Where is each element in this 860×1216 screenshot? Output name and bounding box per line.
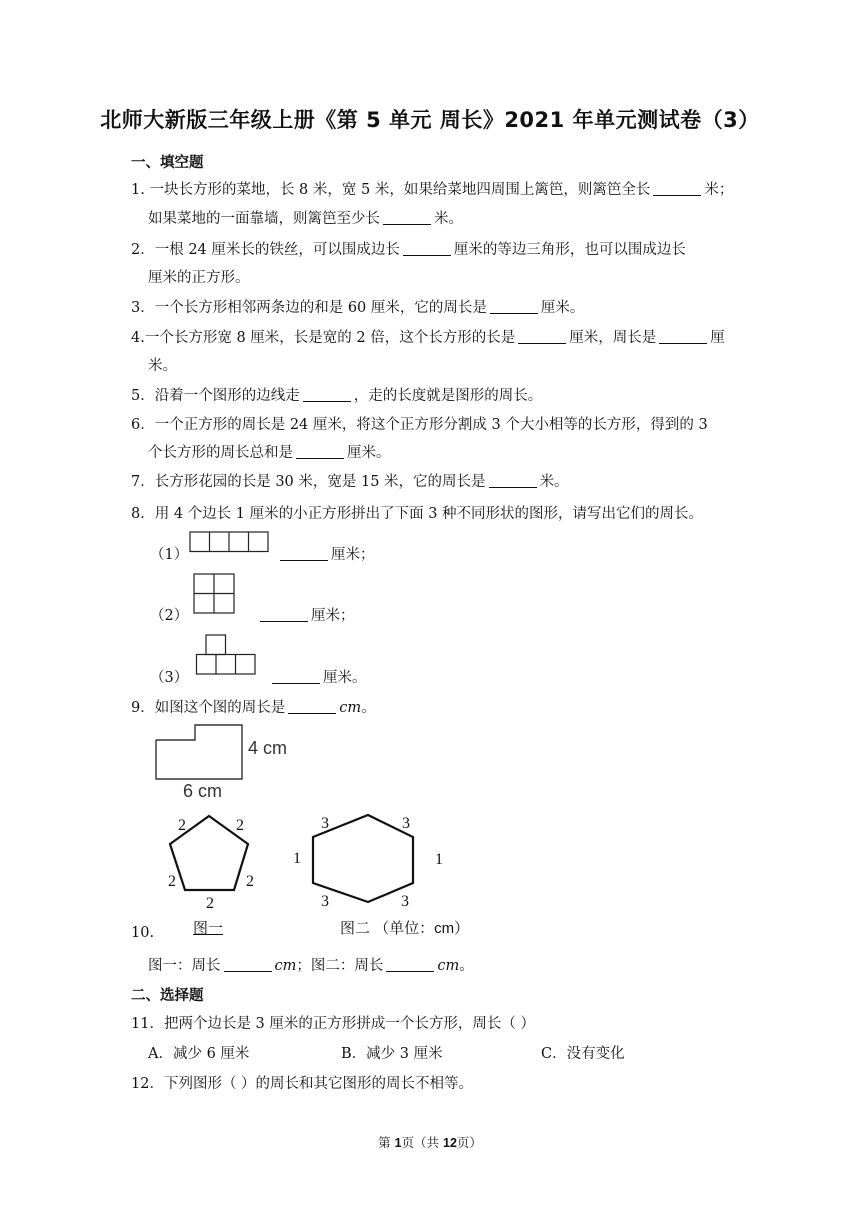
- q11-option-c[interactable]: C．没有变化: [541, 1046, 625, 1062]
- section-heading-fill: 一、填空题: [131, 155, 204, 171]
- pentagon-side-label: 2: [168, 873, 176, 890]
- hexagon-side-label: 3: [321, 815, 329, 832]
- question-2-line-1: 2．一根 24 厘米长的铁丝，可以围成边长 厘米的等边三角形，也可以围成边长: [131, 242, 686, 258]
- answer-blank[interactable]: [260, 607, 308, 622]
- page-title: 北师大新版三年级上册《第 5 单元 周长》2021 年单元测试卷（3）: [100, 108, 760, 132]
- figure-width-label: 6 cm: [183, 781, 223, 801]
- pentagon-side-label: 2: [178, 817, 186, 834]
- question-2-line-2: 厘米的正方形。: [148, 270, 250, 286]
- question-8: 8．用 4 个边长 1 厘米的小正方形拼出了下面 3 种不同形状的图形，请写出它们的周长。: [131, 506, 704, 522]
- section-heading-choice: 二、选择题: [131, 988, 204, 1004]
- hexagon-side-label: 3: [402, 815, 410, 832]
- answer-blank[interactable]: [653, 181, 701, 196]
- q11-option-b[interactable]: B．减少 3 厘米: [341, 1046, 443, 1062]
- hexagon-side-label: 1: [293, 850, 301, 867]
- question-6-line-2: 个长方形的周长总和是 厘米。: [148, 445, 391, 461]
- question-1-line-2: 如果菜地的一面靠墙，则篱笆至少长 米。: [148, 211, 463, 227]
- question-11: 11．把两个边长是 3 厘米的正方形拼成一个长方形，周长（ ）: [131, 1016, 536, 1032]
- q8-part-3-label: （3）: [150, 670, 189, 686]
- pentagon-figure: [160, 808, 280, 910]
- figure-1-caption: 图一: [193, 920, 224, 937]
- question-1-line-1: 1. 一块长方形的菜地，长 8 米，宽 5 米，如果给菜地四周围上篱笆，则篱笆全长 米；: [131, 182, 734, 198]
- stepped-shape-figure: [150, 722, 300, 804]
- answer-blank[interactable]: [280, 546, 328, 561]
- hexagon-side-label: 1: [435, 851, 443, 868]
- hexagon-side-label: 3: [401, 893, 409, 910]
- question-12: 12．下列图形（ ）的周长和其它图形的周长不相等。: [131, 1076, 474, 1092]
- pentagon-side-label: 2: [206, 895, 214, 910]
- answer-blank[interactable]: [383, 210, 431, 225]
- answer-blank[interactable]: [490, 299, 538, 314]
- q8-part-1-label: （1）: [150, 547, 189, 563]
- answer-blank[interactable]: [272, 669, 320, 684]
- answer-blank[interactable]: [303, 387, 351, 402]
- question-10-number: 10.: [131, 925, 155, 941]
- q8-part-1-answer: 厘米；: [277, 543, 375, 564]
- t-shape-square-figure: [195, 634, 257, 676]
- four-squares-row-figure: [189, 531, 271, 553]
- q8-part-2-answer: 厘米；: [257, 604, 355, 625]
- answer-blank[interactable]: [518, 329, 566, 344]
- q11-option-a[interactable]: A．减少 6 厘米: [148, 1046, 250, 1062]
- hexagon-figure: [285, 808, 455, 910]
- answer-blank[interactable]: [659, 329, 707, 344]
- hexagon-side-label: 3: [321, 893, 329, 910]
- answer-blank[interactable]: [224, 957, 272, 972]
- q8-part-3-answer: 厘米。: [269, 666, 367, 687]
- figure-2-caption: 图二 （单位：cm）: [340, 920, 470, 937]
- question-4-line-1: 4.一个长方形宽 8 厘米，长是宽的 2 倍，这个长方形的长是 厘米，周长是 厘: [131, 330, 725, 346]
- answer-blank[interactable]: [403, 241, 451, 256]
- q8-part-2-label: （2）: [150, 608, 189, 624]
- question-10-answer-line: 图一：周长 cm；图二：周长 cm。: [148, 958, 474, 974]
- pentagon-side-label: 2: [236, 817, 244, 834]
- question-9: 9．如图这个图的周长是 cm。: [131, 700, 376, 716]
- question-5: 5．沿着一个图形的边线走 ，走的长度就是图形的周长。: [131, 388, 543, 404]
- question-4-line-2: 米。: [148, 358, 177, 374]
- question-7: 7．长方形花园的长是 30 米，宽是 15 米，它的周长是 米。: [131, 474, 569, 490]
- answer-blank[interactable]: [288, 699, 336, 714]
- page-footer: 第 1页（共 12页）: [378, 1135, 482, 1150]
- question-6-line-1: 6．一个正方形的周长是 24 厘米，将这个正方形分割成 3 个大小相等的长方形，得到的 3: [131, 417, 708, 433]
- two-by-two-square-figure: [193, 573, 236, 615]
- answer-blank[interactable]: [296, 444, 344, 459]
- answer-blank[interactable]: [489, 473, 537, 488]
- answer-blank[interactable]: [386, 957, 434, 972]
- question-3: 3．一个长方形相邻两条边的和是 60 厘米，它的周长是 厘米。: [131, 300, 585, 316]
- pentagon-side-label: 2: [246, 873, 254, 890]
- figure-height-label: 4 cm: [248, 738, 288, 758]
